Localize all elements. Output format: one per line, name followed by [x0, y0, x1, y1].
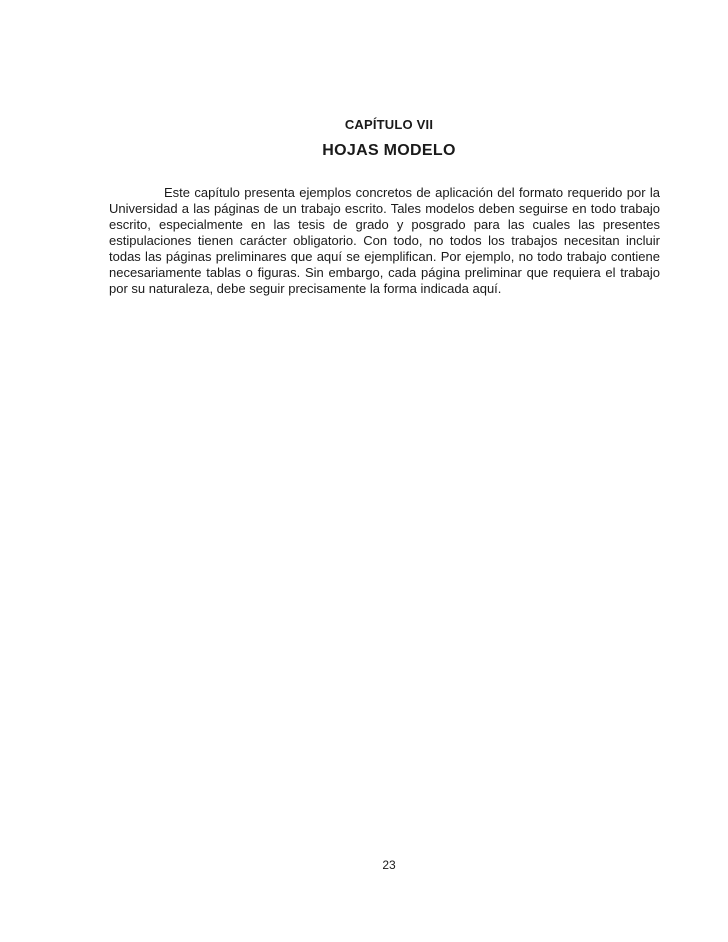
body-paragraph: Este capítulo presenta ejemplos concretos de aplicación del formato requerido por la Universidad a las páginas de un trabajo escrito. Tales modelos deben seguirse en todo trabajo escrito, especialmente en las tesis de grado y posgrado para las cuales las presentes estipulaciones tienen carácter obligatorio. Con todo, no todos los trabajos necesitan incluir todas las páginas preliminares que aquí se ejemplifican. Por ejemplo, no todo trabajo contiene necesariamente tablas o figuras. Sin embargo, cada página preliminar que requiera el trabajo por su naturaleza, debe seguir precisamente la forma indicada aquí.: [109, 185, 660, 296]
chapter-title: HOJAS MODELO: [322, 142, 456, 159]
chapter-label: CAPÍTULO VII: [344, 117, 434, 132]
page-number: 23: [382, 858, 396, 872]
